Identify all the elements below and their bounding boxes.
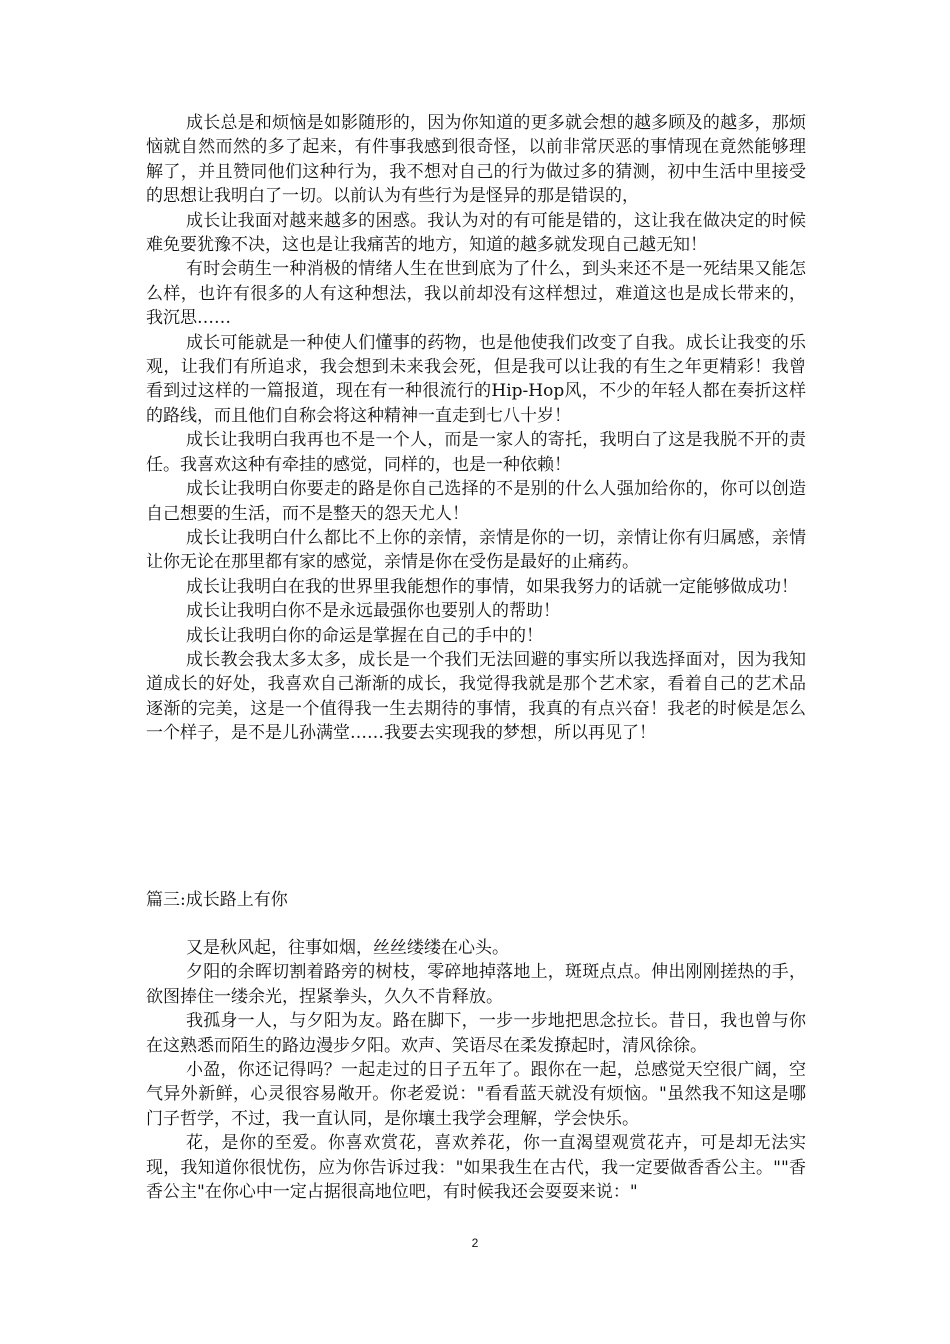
paragraph: 成长让我面对越来越多的困惑。我认为对的有可能是错的，这让我在做决定的时候难免要犹豫不决，这也是让我痛苦的地方，知道的越多就发现自己越无知！: [146, 210, 806, 256]
section-title: 篇三:成长路上有你: [146, 890, 288, 910]
essay-body-part2: [146, 936, 806, 1204]
paragraph: 成长让我明白你的命运是掌握在自己的手中的！: [186, 625, 543, 646]
paragraph: 成长让我明白我再也不是一个人，而是一家人的寄托，我明白了这是我脱不开的责任。我喜欢这种有牵挂的感觉，同样的，也是一种依赖！: [146, 430, 806, 475]
page-number: 2: [471, 1236, 479, 1250]
paragraph: 我孤身一人，与夕阳为友。路在脚下，一步一步地把思念拉长。昔日，我也曾与你在这熟悉而陌生的路边漫步夕阳。欢声、笑语尽在柔发撩起时，清风徐徐。: [146, 1011, 806, 1056]
paragraph: 成长让我明白你要走的路是你自己选择的不是别的什么人强加给你的，你可以创造自己想要的生活，而不是整天的怨天尤人！: [146, 479, 806, 524]
paragraph: 又是秋风起，往事如烟，丝丝缕缕在心头。: [186, 938, 509, 958]
essay-body-part1: [146, 111, 806, 746]
paragraph: 成长总是和烦恼是如影随形的，因为你知道的更多就会想的越多顾及的越多，那烦恼就自然而然的多了起来，有件事我感到很奇怪，以前非常厌恶的事情现在竟然能够理解了，并且赞同他们这种行为，我不想对自己的行为做过多的猜测，初中生活中里接受的思想让我明白了一切。以前认为有些行为是怪异的那是错误的，: [146, 113, 806, 207]
paragraph: 成长让我明白你不是永远最强你也要别人的帮助！: [186, 601, 560, 622]
paragraph: 成长让我明白什么都比不上你的亲情，亲情是你的一切，亲情让你有归属感，亲情让你无论在那里都有家的感觉，亲情是你在受伤是最好的止痛药。: [146, 527, 806, 573]
paragraph: 成长让我明白在我的世界里我能想作的事情，如果我努力的话就一定能够做成功！: [186, 576, 798, 597]
paragraph: 成长教会我太多太多，成长是一个我们无法回避的事实所以我选择面对，因为我知道成长的好处，我喜欢自己渐渐的成长，我觉得我就是那个艺术家，看着自己的艺术品逐渐的完美，这是一个值得我一生去期待的事情，我真的有点兴奋！我老的时候是怎么一个样子，是不是儿孙满堂……我要去实现我的梦想，所以再见了！: [146, 649, 806, 744]
paragraph: 夕阳的余晖切割着路旁的树枝，零碎地掉落地上，斑斑点点。伸出刚刚搓热的手，欲图捧住一缕余光，捏紧拳头，久久不肯释放。: [146, 962, 806, 1007]
paragraph: 有时会萌生一种消极的情绪人生在世到底为了什么，到头来还不是一死结果又能怎么样，也许有很多的人有这种想法，我以前却没有这样想过，难道这也是成长带来的，我沉思……: [146, 259, 806, 329]
paragraph: 成长可能就是一种使人们懂事的药物，也是他使我们改变了自我。成长让我变的乐观，让我们有所追求，我会想到未来我会死，但是我可以让我的有生之年更精彩！我曾看到过这样的一篇报道，现在有一种很流行的Hip-Hop风，不少的年轻人都在奏折这样的路线，而且他们自称会将这种精神一直走到七八十岁！: [146, 332, 806, 426]
paragraph: 花，是你的至爱。你喜欢赏花，喜欢养花，你一直渴望观赏花卉，可是却无法实现，我知道你很忧伤，应为你告诉过我："如果我生在古代，我一定要做香香公主。""香香公主"在你心中一定占据很高地位吧，有时候我还会耍耍来说：": [146, 1133, 806, 1203]
paragraph: 小盈，你还记得吗？一起走过的日子五年了。跟你在一起，总感觉天空很广阔，空气异外新鲜，心灵很容易敞开。你老爱说："看看蓝天就没有烦恼。"虽然我不知这是哪门子哲学，不过，我一直认同，是你壤土我学会理解，学会快乐。: [146, 1060, 806, 1129]
